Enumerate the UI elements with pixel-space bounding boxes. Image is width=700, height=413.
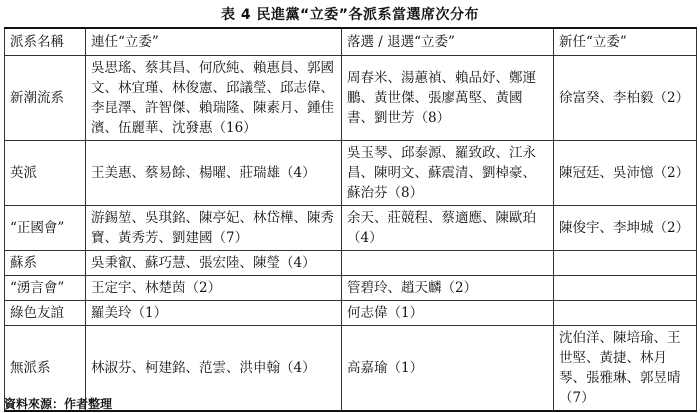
defeated-cell: 管碧玲、趙天麟（2） <box>342 276 554 301</box>
defeated-cell <box>342 251 554 276</box>
table-row <box>5 301 697 326</box>
faction-cell: 綠色友誼 <box>5 301 86 326</box>
header-reelected: 連任“立委” <box>86 28 342 56</box>
header-new: 新任“立委” <box>554 28 697 56</box>
table-row <box>5 276 697 301</box>
reelected-cell: 林淑芬、柯建銘、范雲、洪申翰（4） <box>86 326 342 412</box>
header-faction: 派系名稱 <box>5 28 86 56</box>
reelected-cell: 游錫堃、吳琪銘、陳亭妃、林岱樺、陳秀寶、黃秀芳、劉建國（7） <box>86 206 342 251</box>
table-row <box>5 56 697 141</box>
new-cell: 陳冠廷、吳沛憶（2） <box>554 141 697 206</box>
header-defeated: 落選 / 退選“立委” <box>342 28 554 56</box>
reelected-cell: 吳思瑤、蔡其昌、何欣純、賴惠員、郭國文、林宜瑾、林俊憲、邱議瑩、邱志偉、李昆澤、許智傑、賴瑞隆、陳素月、鍾佳濱、伍麗華、沈發惠（16） <box>86 56 342 141</box>
table-row <box>5 251 697 276</box>
defeated-cell: 吳玉琴、邱泰源、羅致政、江永昌、陳明文、蘇震清、劉棹豪、蘇治芬（8） <box>342 141 554 206</box>
faction-cell: 新潮流系 <box>5 56 86 141</box>
faction-cell: “湧言會” <box>5 276 86 301</box>
table-row <box>5 141 697 206</box>
new-cell: 沈伯洋、陳培瑜、王世堅、黃捷、林月琴、張雅琳、郭昱晴（7） <box>554 326 697 412</box>
defeated-cell: 周春米、湯蕙禎、賴品妤、鄭運鵬、黃世傑、張廖萬堅、黃國書、劉世芳（8） <box>342 56 554 141</box>
new-cell: 陳俊宇、李坤城（2） <box>554 206 697 251</box>
defeated-cell: 何志偉（1） <box>342 301 554 326</box>
reelected-cell: 王定宇、林楚茵（2） <box>86 276 342 301</box>
new-cell <box>554 276 697 301</box>
reelected-cell: 吳秉叡、蘇巧慧、張宏陸、陳瑩（4） <box>86 251 342 276</box>
new-cell <box>554 251 697 276</box>
faction-cell: “正國會” <box>5 206 86 251</box>
reelected-cell: 羅美玲（1） <box>86 301 342 326</box>
source-note: 資料來源：作者整理 <box>4 397 113 411</box>
defeated-cell: 余天、莊競程、蔡適應、陳歐珀（4） <box>342 206 554 251</box>
table-title: 表 4 民進黨“立委”各派系當選席次分布 <box>221 7 479 23</box>
defeated-cell: 高嘉瑜（1） <box>342 326 554 412</box>
header-row <box>5 28 697 56</box>
faction-cell: 無派系 <box>5 326 86 412</box>
faction-cell: 英派 <box>5 141 86 206</box>
new-cell <box>554 301 697 326</box>
reelected-cell: 王美惠、蔡易餘、楊曜、莊瑞雄（4） <box>86 141 342 206</box>
faction-cell: 蘇系 <box>5 251 86 276</box>
faction-seat-table <box>4 27 697 412</box>
table-row <box>5 206 697 251</box>
new-cell: 徐富癸、李柏毅（2） <box>554 56 697 141</box>
